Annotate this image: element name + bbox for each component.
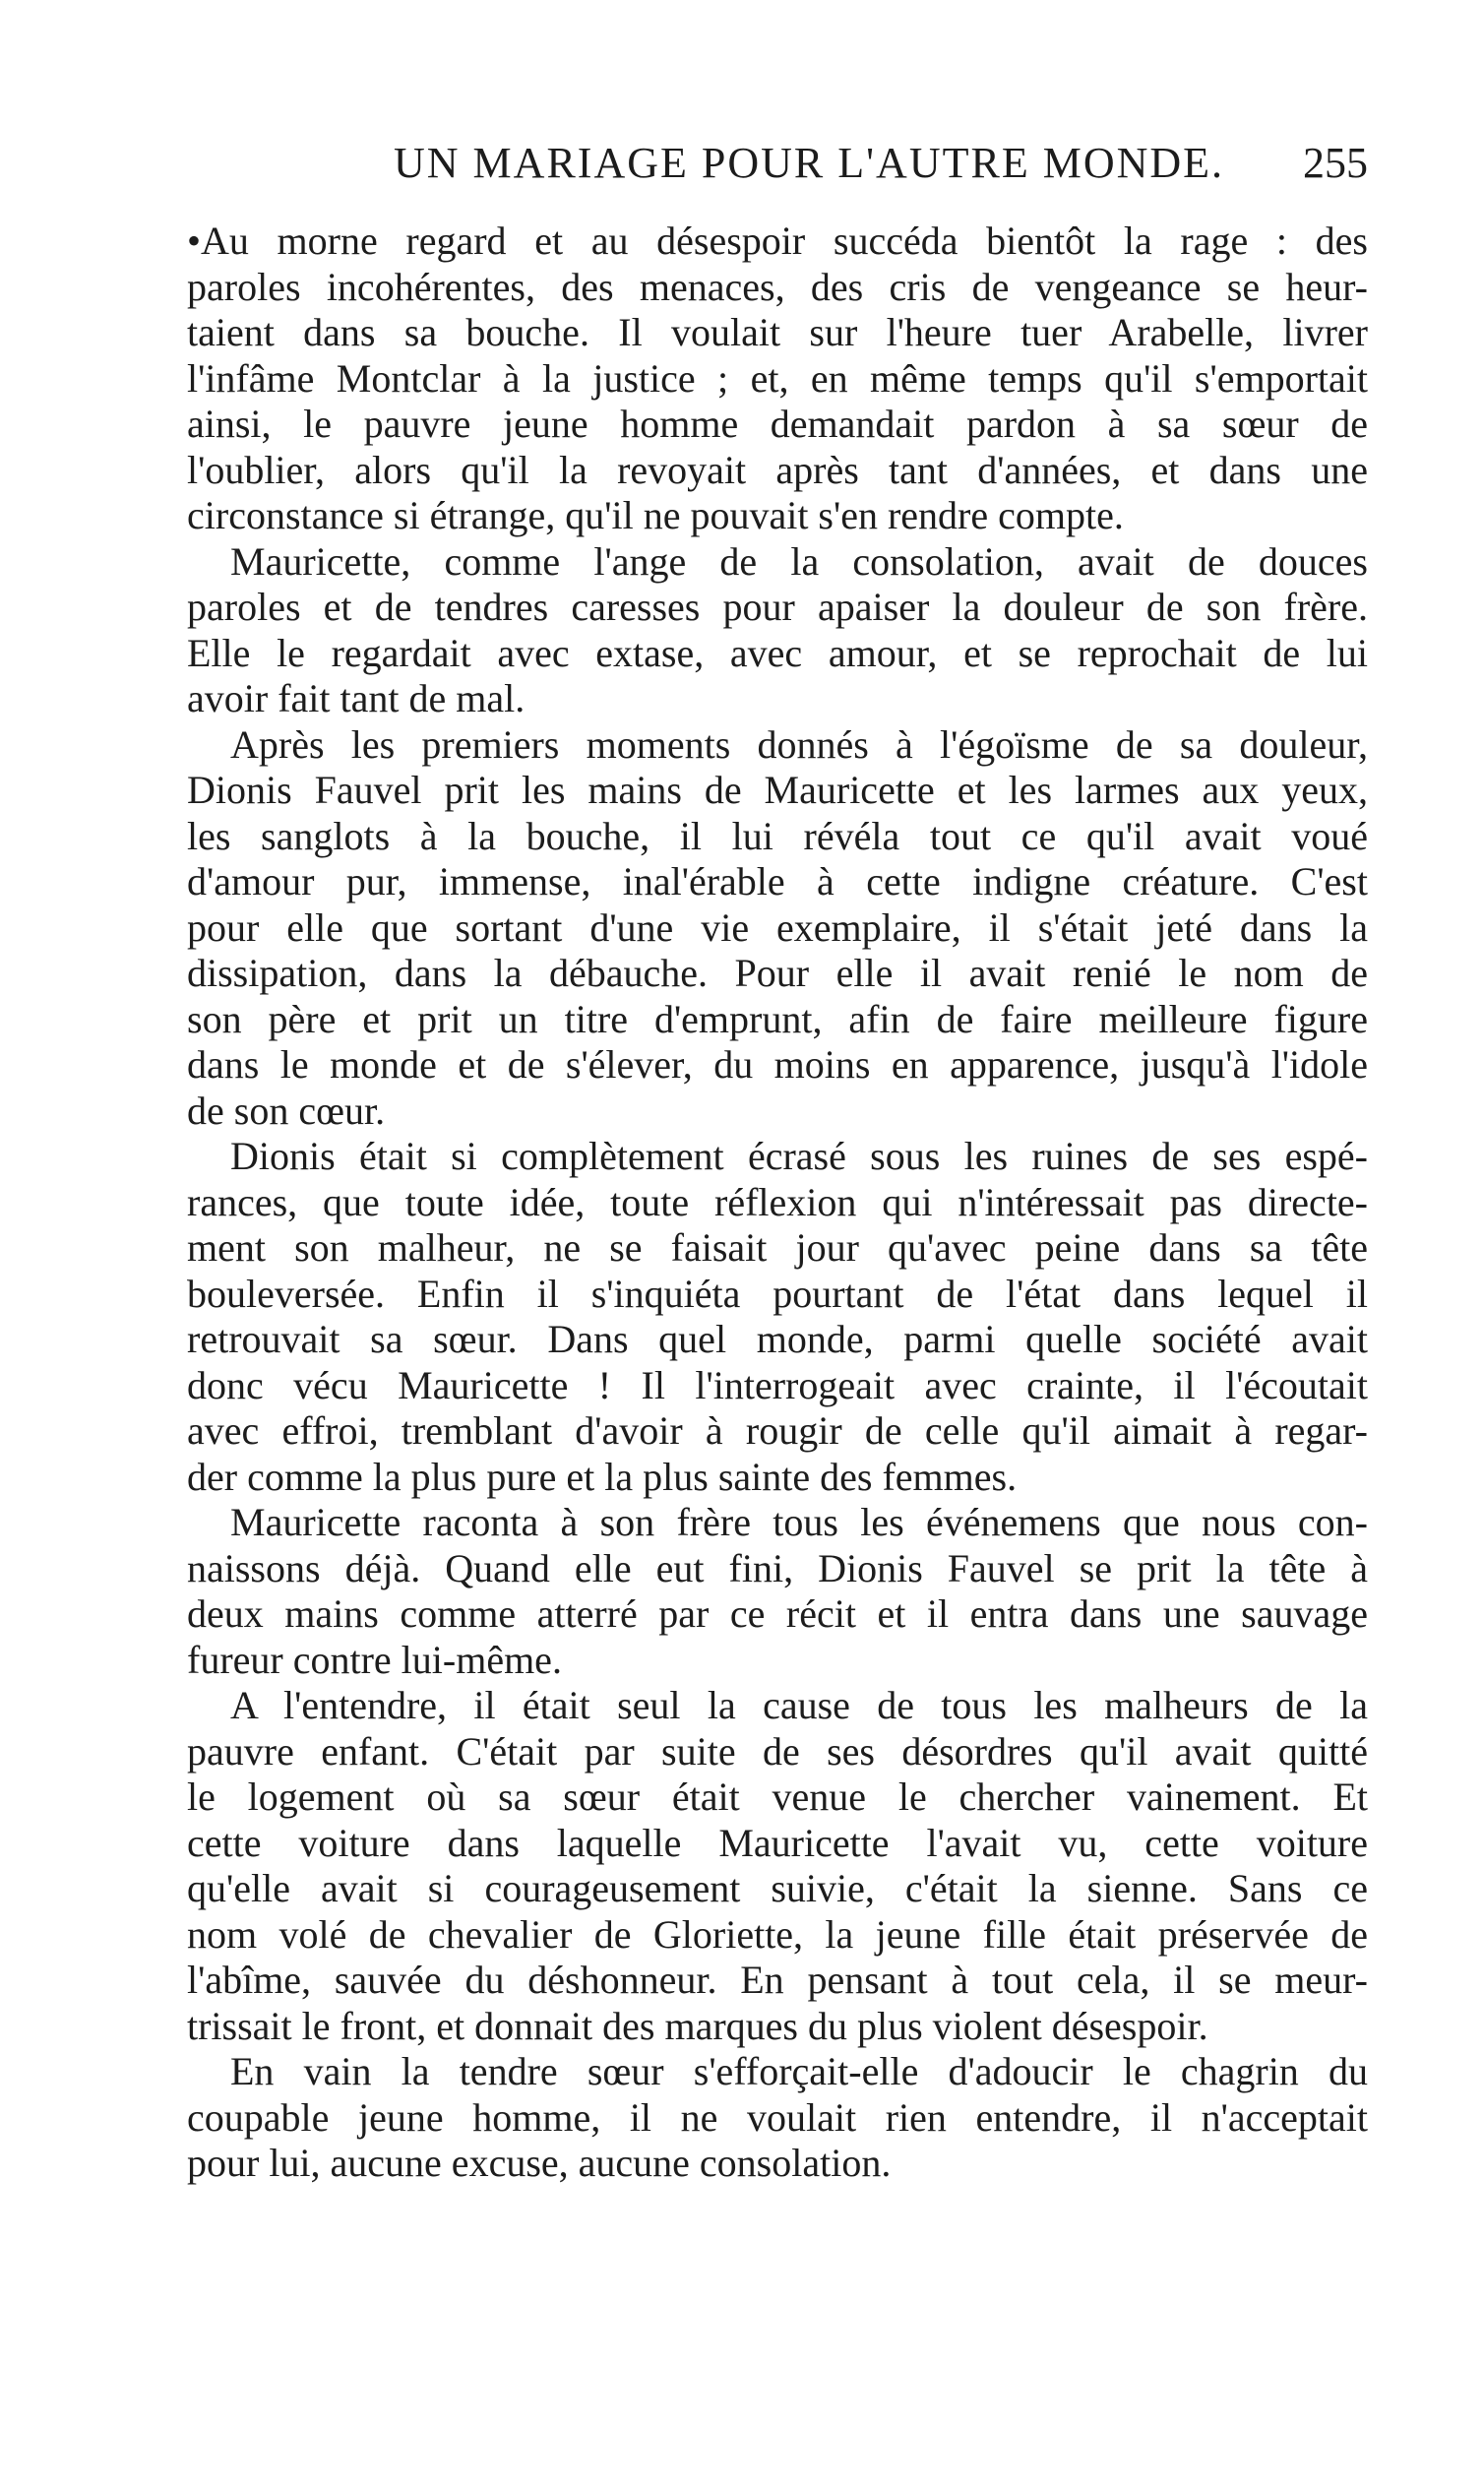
- text-line: son père et prit un titre d'emprunt, afin de faire meilleure figure: [187, 996, 1368, 1041]
- text-line: pauvre enfant. C'était par suite de ses désordres qu'il avait quitté: [187, 1728, 1368, 1774]
- text-line: der comme la plus pure et la plus sainte des femmes.: [187, 1454, 1018, 1499]
- text-line: deux mains comme atterré par ce récit et il entra dans une sauvage: [187, 1591, 1368, 1636]
- paragraph: [187, 539, 1368, 722]
- text-line: Mauricette raconta à son frère tous les événemens que nous con-: [230, 1500, 1368, 1544]
- text-line: coupable jeune homme, il ne voulait rien entendre, il n'acceptait: [187, 2094, 1368, 2140]
- text-line: l'infâme Montclar à la justice ; et, en même temps qu'il s'emportait: [187, 355, 1368, 401]
- text-line: les sanglots à la bouche, il lui révéla tout ce qu'il avait voué: [187, 813, 1368, 858]
- text-line: naissons déjà. Quand elle eut fini, Dionis Fauvel se prit la tête à: [187, 1545, 1368, 1590]
- text-line: Dionis était si complètement écrasé sous les ruines de ses espé-: [230, 1134, 1368, 1178]
- text-line: Dionis Fauvel prit les mains de Mauricette et les larmes aux yeux,: [187, 768, 1368, 812]
- text-line: taient dans sa bouche. Il voulait sur l'heure tuer Arabelle, livrer: [187, 310, 1368, 354]
- text-line: nom volé de chevalier de Gloriette, la jeune fille était préservée de: [187, 1911, 1368, 1957]
- text-line: ainsi, le pauvre jeune homme demandait pardon à sa sœur de: [187, 402, 1368, 446]
- text-line: bouleversée. Enfin il s'inquiéta pourtant de l'état dans lequel il: [187, 1271, 1368, 1316]
- text-line: dissipation, dans la débauche. Pour elle il avait renié le nom de: [187, 951, 1368, 995]
- body-text: [187, 218, 1368, 2187]
- text-line: l'abîme, sauvée du déshonneur. En pensant à tout cela, il se meur-: [187, 1958, 1368, 2002]
- text-line: cette voiture dans laquelle Mauricette l'avait vu, cette voiture: [187, 1820, 1368, 1865]
- text-line: qu'elle avait si courageusement suivie, c'était la sienne. Sans ce: [187, 1866, 1368, 1910]
- text-line: Après les premiers moments donnés à l'égoïsme de sa douleur,: [230, 721, 1368, 767]
- text-line: A l'entendre, il était seul la cause de tous les malheurs de la: [230, 1683, 1368, 1727]
- text-line: de son cœur.: [187, 1088, 386, 1133]
- page-header: [187, 138, 1368, 197]
- text-line: circonstance si étrange, qu'il ne pouvait s'en rendre compte.: [187, 493, 1124, 537]
- text-line: rances, que toute idée, toute réflexion qui n'intéressait pas directe-: [187, 1179, 1368, 1224]
- text-line: ment son malheur, ne se faisait jour qu'avec peine dans sa tête: [187, 1225, 1368, 1270]
- text-line: pour lui, aucune excuse, aucune consolation.: [187, 2141, 892, 2185]
- paragraph: [187, 2049, 1368, 2187]
- paragraph: [187, 1500, 1368, 1683]
- paragraph: [187, 722, 1368, 1135]
- paragraph: [187, 1134, 1368, 1500]
- text-line: l'oublier, alors qu'il la revoyait après tant d'années, et dans une: [187, 447, 1368, 492]
- text-line: d'amour pur, immense, inal'érable à cette indigne créature. C'est: [187, 859, 1368, 903]
- text-line: pour elle que sortant d'une vie exemplaire, il s'était jeté dans la: [187, 904, 1368, 950]
- text-line: le logement où sa sœur était venue le chercher vainement. Et: [187, 1774, 1368, 1819]
- text-line: trissait le front, et donnait des marques du plus violent désespoir.: [187, 2003, 1208, 2048]
- text-line: En vain la tendre sœur s'efforçait-elle d'adoucir le chagrin du: [230, 2049, 1368, 2093]
- text-line: avoir fait tant de mal.: [187, 676, 526, 720]
- text-line: paroles incohérentes, des menaces, des cris de vengeance se heur-: [187, 264, 1368, 309]
- paragraph: [187, 1683, 1368, 2049]
- paragraph: [187, 218, 1368, 539]
- text-line: •Au morne regard et au désespoir succéda bientôt la rage : des: [187, 218, 1368, 263]
- text-line: avec effroi, tremblant d'avoir à rougir de celle qu'il aimait à regar-: [187, 1408, 1368, 1453]
- text-line: fureur contre lui-même.: [187, 1637, 562, 1682]
- text-line: retrouvait sa sœur. Dans quel monde, parmi quelle société avait: [187, 1317, 1368, 1361]
- text-line: donc vécu Mauricette ! Il l'interrogeait avec crainte, il l'écoutait: [187, 1362, 1368, 1407]
- text-line: Elle le regardait avec extase, avec amour, et se reprochait de lui: [187, 630, 1368, 675]
- text-line: paroles et de tendres caresses pour apaiser la douleur de son frère.: [187, 585, 1368, 629]
- text-line: dans le monde et de s'élever, du moins en apparence, jusqu'à l'idole: [187, 1042, 1368, 1087]
- text-line: Mauricette, comme l'ange de la consolation, avait de douces: [230, 538, 1368, 584]
- running-title: UN MARIAGE POUR L'AUTRE MONDE.: [394, 139, 1225, 187]
- page-number: 255: [1303, 139, 1368, 187]
